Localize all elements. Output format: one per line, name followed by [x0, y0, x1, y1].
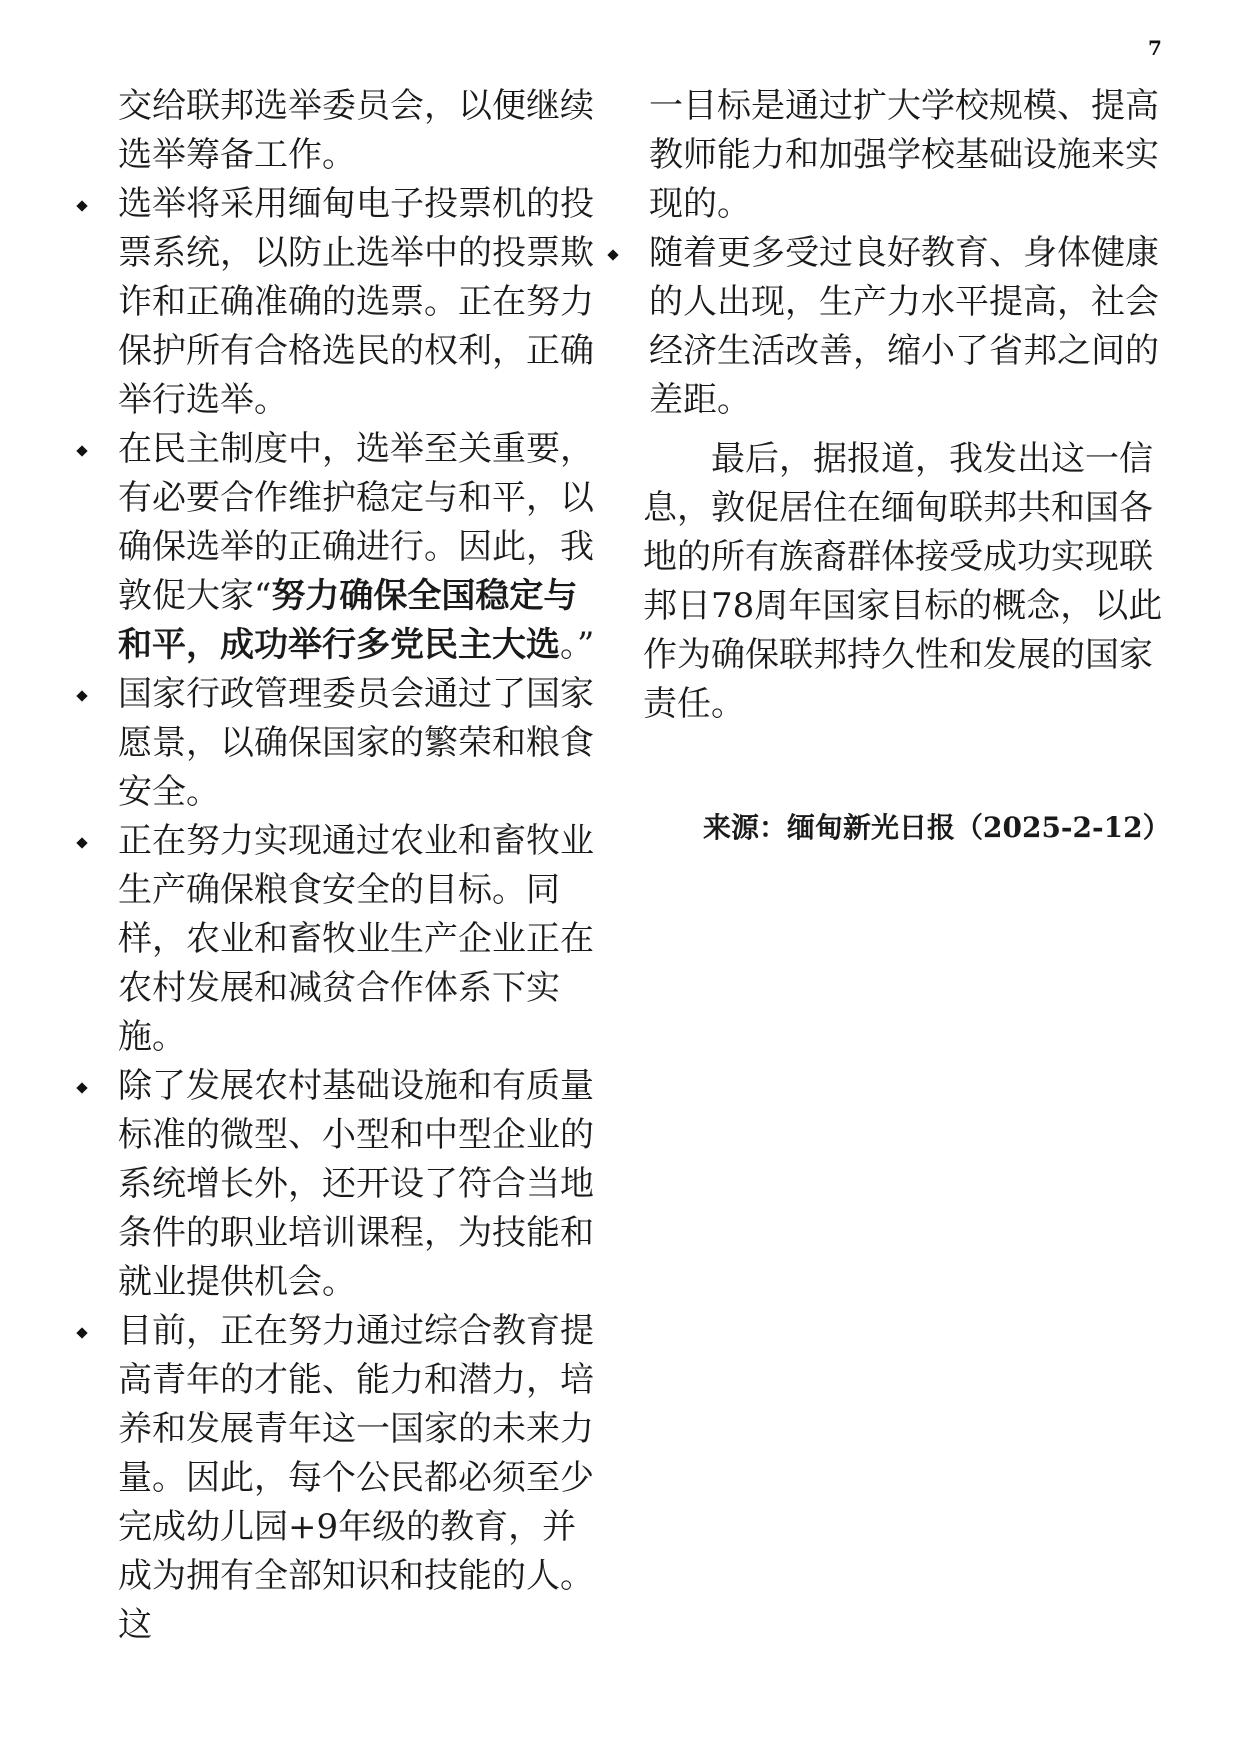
bullet-text: 除了发展农村基础设施和有质量标准的微型、小型和中型企业的系统增长外，还开设了符合当地条件的职业培训课程，为技能和就业提供机会。	[118, 1066, 594, 1302]
diamond-bullet-icon	[76, 1082, 87, 1093]
left-continuation-paragraph: 交给联邦选举委员会，以便继续选举筹备工作。	[118, 86, 594, 175]
diamond-bullet-icon	[76, 445, 87, 456]
bullet-text: 在民主制度中，选举至关重要，有必要合作维护稳定与和平，以确保选举的正确进行。因此，我敦促大家“	[118, 429, 594, 616]
page-number: 7	[1148, 36, 1162, 60]
bullet-text-end: 。”	[560, 625, 595, 665]
diamond-bullet-icon	[76, 837, 87, 848]
left-column	[112, 82, 602, 1650]
bullet-item-national-vision	[112, 670, 602, 817]
bullet-emphasis-text: 努力确保全国稳定与和平，成功举行多党民主大选	[118, 576, 578, 665]
bullet-item-democracy	[112, 425, 602, 670]
bullet-item-education	[112, 1307, 602, 1650]
bullet-text: 正在努力实现通过农业和畜牧业生产确保粮食安全的目标。同样，农业和畜牧业生产企业正在农村发展和减贫合作体系下实施。	[118, 821, 594, 1057]
right-column	[643, 82, 1171, 848]
right-bullet-list	[643, 229, 1163, 425]
left-bullet-list	[112, 180, 602, 1650]
bullet-text: 目前，正在努力通过综合教育提高青年的才能、能力和潜力，培养和发展青年这一国家的未来力量。因此，每个公民都必须至少完成幼儿园+9年级的教育，并成为拥有全部知识和技能的人。这	[118, 1311, 594, 1645]
diamond-bullet-icon	[76, 1327, 87, 1338]
bullet-text: 选举将采用缅甸电子投票机的投票系统，以防止选举中的投票欺诈和正确准确的选票。正在努力保护所有合格选民的权利，正确举行选举。	[118, 184, 594, 420]
right-continuation-paragraph: 一目标是通过扩大学校规模、提高教师能力和加强学校基础设施来实现的。	[649, 86, 1159, 224]
diamond-bullet-icon	[607, 249, 618, 260]
bullet-item-food-security	[112, 817, 602, 1062]
closing-paragraph: 最后，据报道，我发出这一信息，敦促居住在缅甸联邦共和国各地的所有族裔群体接受成功实现联邦日78周年国家目标的概念，以此作为确保联邦持久性和发展的国家责任。	[643, 439, 1163, 724]
bullet-item-voting-system	[112, 180, 602, 425]
bullet-text: 随着更多受过良好教育、身体健康的人出现，生产力水平提高，社会经济生活改善，缩小了省邦之间的差距。	[649, 233, 1159, 420]
diamond-bullet-icon	[76, 690, 87, 701]
diamond-bullet-icon	[76, 200, 87, 211]
bullet-text: 国家行政管理委员会通过了国家愿景，以确保国家的繁荣和粮食安全。	[118, 674, 594, 812]
source-citation: 来源：缅甸新光日报（2025-2-12）	[703, 811, 1171, 844]
bullet-item-rural-development	[112, 1062, 602, 1307]
bullet-item-productivity	[643, 229, 1163, 425]
